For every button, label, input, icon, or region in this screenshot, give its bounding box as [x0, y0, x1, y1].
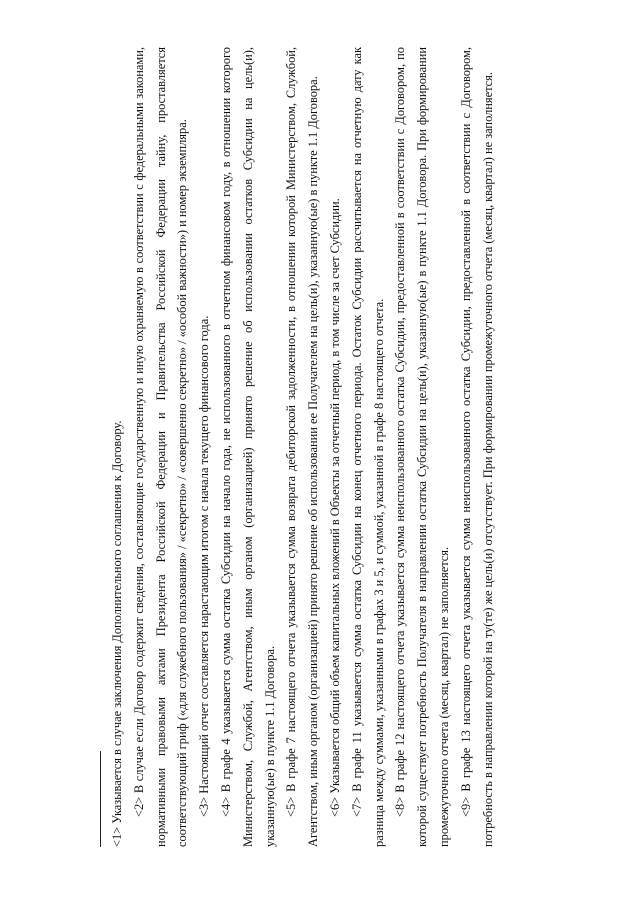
footnote-separator-line — [100, 751, 101, 847]
footnote-2: <2> В случае если Договор содержит сведения, составляющие государственную и иную охраняемую в соответствии с федеральными законами, нормативными правовыми актами Президента Российской Федерации и Правительства Российской Федерации тайну, проставляется соответствующий гриф («для служебного пользования» / «секретно» / «совершенно секретно» / «особой важности») и номер экземпляра. — [131, 47, 190, 847]
footnote-8: <8> В графе 12 настоящего отчета указывается сумма неиспользованного остатка Субсидии, предоставленной в соответствии с Договором, по которой существует потребность Получателя в направлении остатка Субсидии на цель(и), указанную(ые) в пункте 1.1 Договора. При формировании промежуточного отчета (месяц, квартал) не заполняется. — [393, 47, 451, 847]
footnote-1: <1> Указывается в случае заключения Дополнительного соглашения к Договору. — [110, 420, 124, 847]
footnote-9: <9> В графе 13 настоящего отчета указывается сумма неиспользованного остатка Субсидии, предоставленной в соответствии с Договором, потребность в направлении которой на ту(те) же цель(и) отсутствует. При формировании промежуточного отчета (месяц, квартал) не заполняется. — [458, 47, 495, 847]
footnote-7: <7> В графе 11 указывается сумма остатка Субсидии на конец отчетного периода. Остаток Субсидии рассчитывается на отчетную дату как разница между суммами, указанными в графах 3 и 5, и суммой, указанной в графе 8 настоящего отчета. — [349, 47, 386, 847]
footnote-3: <3> Настоящий отчет составляется нарастающим итогом с начала текущего финансового года. — [197, 315, 212, 817]
footnote-6: <6> Указывается общий объем капитальных вложений в Объекты за отчетный период, в том числе за счет Субсидии. — [327, 198, 342, 817]
footnotes-section — [100, 47, 499, 847]
footnote-4: <4> В графе 4 указывается сумма остатка Субсидии на начало года, не использованного в отчетном финансовом году, в отношении которого Министерством, Службой, Агентством, иным органом (организацией) принято решение об использовании остатков Субсидии на цель(и), указанную(ые) в пункте 1.1 Договора. — [218, 47, 277, 847]
footnote-5: <5> В графе 7 настоящего отчета указывается сумма возврата дебиторской задолженности, в отношении которой Министерством, Службой, Агентством, иным органом (организацией) принято решение об использовании ее Получателем на цель(и), указанную(ые) в пункте 1.1 Договора. — [284, 47, 321, 847]
